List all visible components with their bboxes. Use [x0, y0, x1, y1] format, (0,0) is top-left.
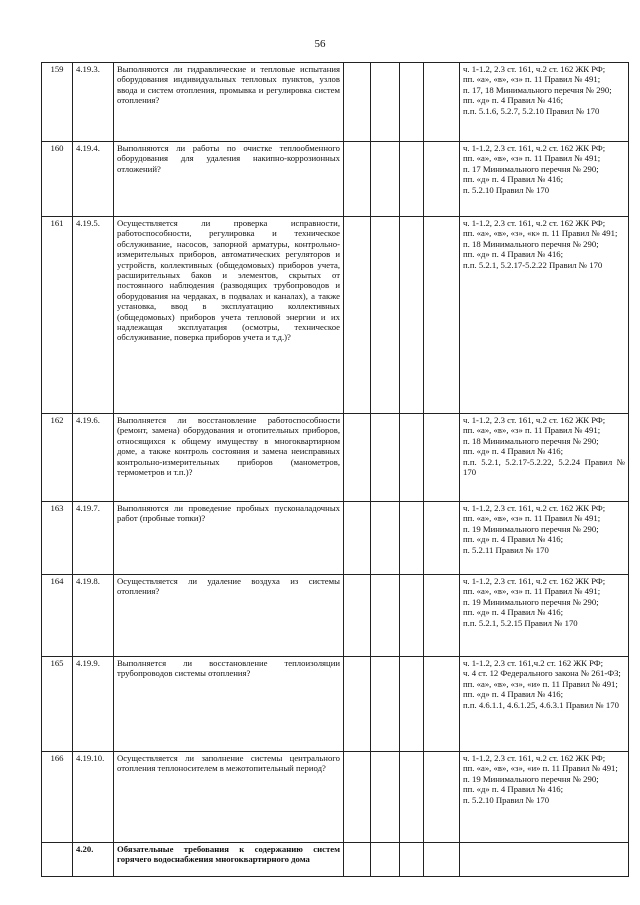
answer-yes-cell — [344, 752, 371, 843]
legal-reference: ч. 1-1.2, 2.3 ст. 161, ч.2 ст. 162 ЖК РФ; — [463, 753, 606, 763]
answer-no-cell — [371, 217, 400, 414]
row-number: 159 — [42, 63, 73, 142]
table-row — [42, 657, 629, 752]
section-number-cell — [42, 843, 73, 877]
answer-no-cell — [371, 502, 400, 575]
answer-no-cell — [371, 752, 400, 843]
legal-reference: п. 18 Минимального перечня № 290; — [463, 435, 599, 446]
comment-cell — [424, 142, 460, 217]
legal-reference: пп. «д» п. 4 Правил № 416; — [463, 784, 564, 795]
legal-reference: пп. «д» п. 4 Правил № 416; — [463, 689, 564, 700]
answer-yes-cell — [344, 657, 371, 752]
legal-reference: п.п. 4.6.1.1, 4.6.1.25, 4.6.3.1 Правил № 170 — [463, 699, 619, 710]
requirement-question: Осуществляется ли заполнение системы центрального отопления теплоносителем в межотопительный период? — [114, 752, 344, 843]
legal-reference: пп. «д» п. 4 Правил № 416; — [463, 607, 564, 618]
row-code: 4.19.3. — [73, 63, 114, 142]
row-number: 160 — [42, 142, 73, 217]
comment-cell — [424, 502, 460, 575]
legal-references — [460, 575, 629, 657]
legal-reference: пп. «д» п. 4 Правил № 416; — [463, 446, 564, 457]
row-code: 4.19.5. — [73, 217, 114, 414]
legal-reference: п.п. 5.2.1, 5.2.17-5.2.22 Правил № 170 — [463, 259, 603, 270]
requirement-question: Выполняются ли гидравлические и тепловые испытания оборудования индивидуальных тепловых пунктов, узлов ввода и систем отопления, промывка и регулировка систем отопления? — [114, 63, 344, 142]
table-row — [42, 502, 629, 575]
answer-no-cell — [371, 657, 400, 752]
answer-yes-cell — [344, 142, 371, 217]
section-empty-cell — [424, 843, 460, 877]
legal-reference: п. 17, 18 Минимального перечня № 290; — [463, 84, 612, 95]
table-row — [42, 414, 629, 502]
legal-reference: п. 19 Минимального перечня № 290; — [463, 773, 599, 784]
answer-na-cell — [400, 63, 424, 142]
table-row — [42, 63, 629, 142]
legal-reference: п. 17 Минимального перечня № 290; — [463, 163, 599, 174]
table-row — [42, 217, 629, 414]
legal-references — [460, 414, 629, 502]
answer-na-cell — [400, 217, 424, 414]
section-empty-cell — [460, 843, 629, 877]
legal-reference: пп. «д» п. 4 Правил № 416; — [463, 95, 564, 106]
row-code: 4.19.7. — [73, 502, 114, 575]
legal-reference: пп. «а», «в», «з», «к» п. 11 Правил № 491; — [463, 228, 618, 239]
legal-reference: п. 18 Минимального перечня № 290; — [463, 238, 599, 249]
legal-reference: п. 5.2.10 Правил № 170 — [463, 184, 550, 195]
answer-na-cell — [400, 502, 424, 575]
answer-yes-cell — [344, 63, 371, 142]
answer-yes-cell — [344, 575, 371, 657]
section-row — [42, 843, 629, 877]
legal-reference: пп. «а», «в», «з», «и» п. 11 Правил № 491; — [463, 763, 618, 774]
answer-na-cell — [400, 575, 424, 657]
legal-reference: ч. 1-1.2, 2.3 ст. 161, ч.2 ст. 162 ЖК РФ; — [463, 415, 606, 425]
answer-yes-cell — [344, 502, 371, 575]
answer-no-cell — [371, 414, 400, 502]
row-number: 164 — [42, 575, 73, 657]
legal-reference: п.п. 5.2.1, 5.2.17-5.2.22, 5.2.24 Правил № 170 — [463, 456, 625, 478]
legal-reference: ч. 1-1.2, 2.3 ст. 161, ч.2 ст. 162 ЖК РФ; — [463, 503, 606, 513]
legal-reference: пп. «а», «в», «з» п. 11 Правил № 491; — [463, 74, 601, 85]
legal-references — [460, 752, 629, 843]
legal-references — [460, 657, 629, 752]
answer-na-cell — [400, 414, 424, 502]
legal-reference: пп. «д» п. 4 Правил № 416; — [463, 174, 564, 185]
legal-references — [460, 217, 629, 414]
comment-cell — [424, 575, 460, 657]
comment-cell — [424, 657, 460, 752]
row-number: 166 — [42, 752, 73, 843]
answer-na-cell — [400, 752, 424, 843]
row-code: 4.19.4. — [73, 142, 114, 217]
comment-cell — [424, 63, 460, 142]
table-body — [42, 63, 629, 877]
legal-references — [460, 502, 629, 575]
row-code: 4.19.6. — [73, 414, 114, 502]
page-number: 56 — [314, 38, 326, 50]
legal-reference: ч. 1-1.2, 2.3 ст. 161, ч.2 ст. 162 ЖК РФ; — [463, 64, 606, 74]
row-number: 163 — [42, 502, 73, 575]
requirement-question: Выполняется ли восстановление работоспособности (ремонт, замена) оборудования и отопительных приборов, относящихся к общему имуществу в многоквартирном доме, а также контроль состояния и замена неисправных контрольно-измерительных приборов (манометров, термометров и т.п.)? — [114, 414, 344, 502]
legal-reference: пп. «а», «в», «з» п. 11 Правил № 491; — [463, 586, 601, 597]
legal-reference: пп. «д» п. 4 Правил № 416; — [463, 249, 564, 260]
legal-reference: пп. «а», «в», «з» п. 11 Правил № 491; — [463, 425, 601, 436]
legal-reference: п. 19 Минимального перечня № 290; — [463, 596, 599, 607]
legal-reference: пп. «а», «в», «з», «и» п. 11 Правил № 491; — [463, 678, 618, 689]
answer-yes-cell — [344, 414, 371, 502]
legal-reference: п. 5.2.10 Правил № 170 — [463, 794, 550, 805]
comment-cell — [424, 752, 460, 843]
table-row — [42, 142, 629, 217]
legal-reference: ч. 4 ст. 12 Федерального закона № 261-ФЗ; — [463, 668, 621, 679]
legal-reference: ч. 1-1.2, 2.3 ст. 161,ч.2 ст. 162 ЖК РФ; — [463, 658, 604, 668]
row-number: 162 — [42, 414, 73, 502]
section-code: 4.20. — [73, 843, 114, 877]
section-empty-cell — [400, 843, 424, 877]
answer-yes-cell — [344, 217, 371, 414]
comment-cell — [424, 414, 460, 502]
legal-reference: п.п. 5.1.6, 5.2.7, 5.2.10 Правил № 170 — [463, 105, 600, 116]
legal-references — [460, 63, 629, 142]
comment-cell — [424, 217, 460, 414]
answer-no-cell — [371, 575, 400, 657]
row-code: 4.19.10. — [73, 752, 114, 843]
legal-reference: ч. 1-1.2, 2.3 ст. 161, ч.2 ст. 162 ЖК РФ; — [463, 143, 606, 153]
requirement-question: Выполняются ли работы по очистке теплообменного оборудования для удаления накипно-коррозионных отложений? — [114, 142, 344, 217]
row-number: 165 — [42, 657, 73, 752]
answer-na-cell — [400, 142, 424, 217]
legal-reference: п.п. 5.2.1, 5.2.15 Правил № 170 — [463, 617, 578, 628]
legal-reference: ч. 1-1.2, 2.3 ст. 161, ч.2 ст. 162 ЖК РФ; — [463, 576, 606, 586]
row-code: 4.19.8. — [73, 575, 114, 657]
table-row — [42, 752, 629, 843]
answer-no-cell — [371, 142, 400, 217]
requirement-question: Выполняется ли восстановление теплоизоляции трубопроводов системы отопления? — [114, 657, 344, 752]
section-empty-cell — [371, 843, 400, 877]
answer-no-cell — [371, 63, 400, 142]
requirement-question: Осуществляется ли проверка исправности, работоспособности, регулировка и техническое обслуживание, насосов, запорной арматуры, контрольно-измерительных приборов, автоматических регуляторов и устройств, коллективных (общедомовых) приборов учета, расширительных баков и элементов, скрытых от постоянного наблюдения (разводящих трубопроводов и оборудования на чердаках, в подвалах и каналах), а также установка, ввод в эксплуатацию коллективных (общедомовых) приборов учета тепловой энергии и их надлежащая эксплуатация (осмотры, техническое обслуживание, поверка приборов учета и т.д.)? — [114, 217, 344, 414]
legal-reference: п. 5.2.11 Правил № 170 — [463, 544, 549, 555]
section-title: Обязательные требования к содержанию систем горячего водоснабжения многоквартирного дома — [114, 843, 344, 877]
legal-reference: пп. «а», «в», «з» п. 11 Правил № 491; — [463, 153, 601, 164]
requirement-question: Осуществляется ли удаление воздуха из системы отопления? — [114, 575, 344, 657]
row-number: 161 — [42, 217, 73, 414]
answer-na-cell — [400, 657, 424, 752]
legal-reference: пп. «д» п. 4 Правил № 416; — [463, 534, 564, 545]
section-empty-cell — [344, 843, 371, 877]
table-row — [42, 575, 629, 657]
row-code: 4.19.9. — [73, 657, 114, 752]
legal-reference: п. 19 Минимального перечня № 290; — [463, 523, 599, 534]
legal-reference: ч. 1-1.2, 2.3 ст. 161, ч.2 ст. 162 ЖК РФ; — [463, 218, 606, 228]
legal-references — [460, 142, 629, 217]
legal-reference: пп. «а», «в», «з» п. 11 Правил № 491; — [463, 513, 601, 524]
requirement-question: Выполняются ли проведение пробных пусконаладочных работ (пробные топки)? — [114, 502, 344, 575]
checklist-table — [41, 62, 629, 877]
